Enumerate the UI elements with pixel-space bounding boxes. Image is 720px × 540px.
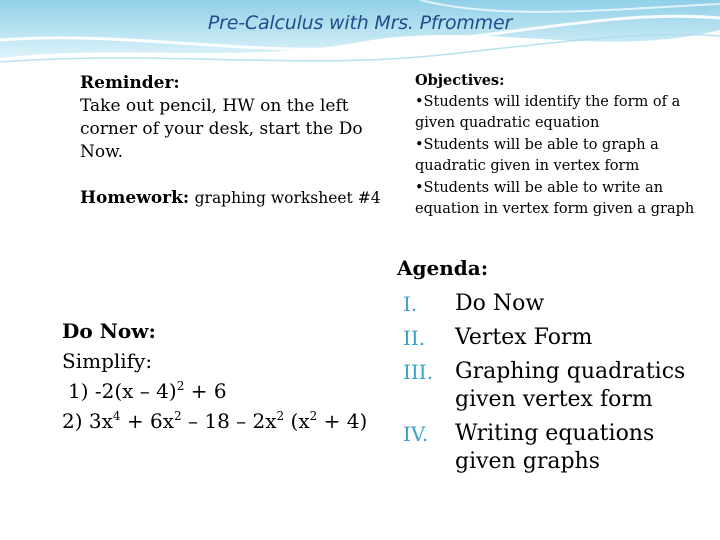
problem-1-exponent: 2 xyxy=(176,379,185,393)
problem-1 xyxy=(62,376,402,406)
agenda-box xyxy=(397,254,707,482)
agenda-item-number: III. xyxy=(403,360,434,384)
objective-item: •Students will be able to write an equation in vertex form given a graph xyxy=(415,179,695,217)
agenda-title: Agenda: xyxy=(397,256,489,280)
homework-label: Homework: xyxy=(80,188,190,208)
problem-2-part: + 6x xyxy=(120,409,175,433)
agenda-item-text: Vertex Form xyxy=(455,325,593,350)
do-now-instruction: Simplify: xyxy=(62,349,153,373)
problem-1-part: 1) -2(x – 4) xyxy=(68,379,177,403)
objectives-title: Objectives: xyxy=(415,72,505,89)
problem-2-part: – 18 – 2x xyxy=(181,409,277,433)
problem-2-exponent: 4 xyxy=(112,409,121,423)
agenda-item xyxy=(397,290,707,318)
agenda-item xyxy=(397,420,707,476)
homework-line xyxy=(80,187,390,210)
reminder-label: Reminder: xyxy=(80,73,180,93)
agenda-item-number: IV. xyxy=(403,422,429,446)
homework-text: graphing worksheet #4 xyxy=(194,189,381,207)
problem-2-exponent: 2 xyxy=(174,409,182,423)
problem-2-part: + 4) xyxy=(317,409,368,433)
agenda-item xyxy=(397,324,707,352)
agenda-item-number: II. xyxy=(403,326,426,350)
problem-2-part: (x xyxy=(284,409,310,433)
agenda-item-text: Graphing quadratics given vertex form xyxy=(455,359,686,412)
agenda-item-number: I. xyxy=(403,292,418,316)
problem-1-part: + 6 xyxy=(184,379,227,403)
problem-2 xyxy=(62,406,402,436)
problem-2-part: 2) 3x xyxy=(62,409,113,433)
objective-item: •Students will be able to graph a quadratic given in vertex form xyxy=(415,136,659,174)
objective-item: •Students will identify the form of a given quadratic equation xyxy=(415,93,681,131)
do-now-title: Do Now: xyxy=(62,319,156,343)
page-title: Pre-Calculus with Mrs. Pfrommer xyxy=(207,12,513,34)
reminder-box xyxy=(80,72,390,210)
agenda-item-text: Writing equations given graphs xyxy=(455,421,655,474)
do-now-box xyxy=(62,316,402,436)
reminder-text: Take out pencil, HW on the left corner of your desk, start the Do Now. xyxy=(80,96,363,162)
problem-2-exponent: 2 xyxy=(276,409,285,423)
objectives-box xyxy=(415,70,705,221)
agenda-item-text: Do Now xyxy=(455,291,545,316)
agenda-item xyxy=(397,358,707,414)
problem-2-exponent: 2 xyxy=(309,409,318,423)
